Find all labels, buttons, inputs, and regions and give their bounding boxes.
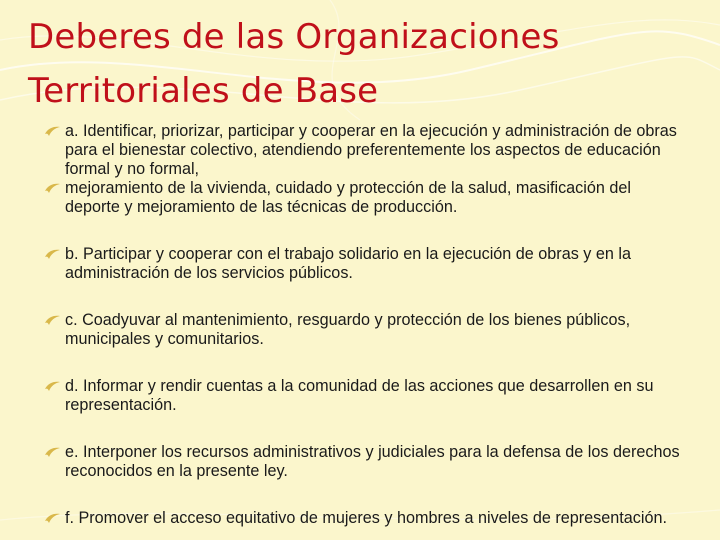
bullet-item: [48, 443, 688, 481]
swoosh-bullet-icon: [44, 248, 61, 261]
bullet-text: c. Coadyuvar al mantenimiento, resguardo y protección de los bienes públicos, municipales y comunitarios.: [65, 311, 631, 348]
bullet-item: [48, 509, 688, 528]
swoosh-bullet-icon: [44, 125, 61, 138]
bullet-text: a. Identificar, priorizar, participar y cooperar en la ejecución y administración de obras para el bienestar colectivo, atendiendo preferentemente los aspectos de educación formal y no formal,: [65, 122, 677, 178]
swoosh-bullet-icon: [44, 314, 61, 327]
slide-title-line-1: Deberes de las Organizaciones: [28, 17, 560, 57]
bullet-item: [48, 179, 688, 217]
bullet-text: mejoramiento de la vivienda, cuidado y protección de la salud, masificación del deporte y mejoramiento de las técnicas de producción.: [65, 179, 631, 216]
bullet-item: [48, 245, 688, 283]
bullet-item: [48, 122, 688, 179]
bullet-list: [48, 122, 688, 528]
bullet-item: [48, 377, 688, 415]
slide-title-line-2: Territoriales de Base: [28, 71, 379, 111]
swoosh-bullet-icon: [44, 182, 61, 195]
bullet-text: f. Promover el acceso equitativo de mujeres y hombres a niveles de representación.: [65, 509, 667, 527]
swoosh-bullet-icon: [44, 380, 61, 393]
slide-title: [28, 10, 708, 118]
swoosh-bullet-icon: [44, 512, 61, 525]
swoosh-bullet-icon: [44, 446, 61, 459]
bullet-text: b. Participar y cooperar con el trabajo solidario en la ejecución de obras y en la administración de los servicios públicos.: [65, 245, 631, 282]
bullet-item: [48, 311, 688, 349]
bullet-text: d. Informar y rendir cuentas a la comunidad de las acciones que desarrollen en su representación.: [65, 377, 654, 414]
bullet-text: e. Interponer los recursos administrativos y judiciales para la defensa de los derechos reconocidos en la presente ley.: [65, 443, 680, 480]
